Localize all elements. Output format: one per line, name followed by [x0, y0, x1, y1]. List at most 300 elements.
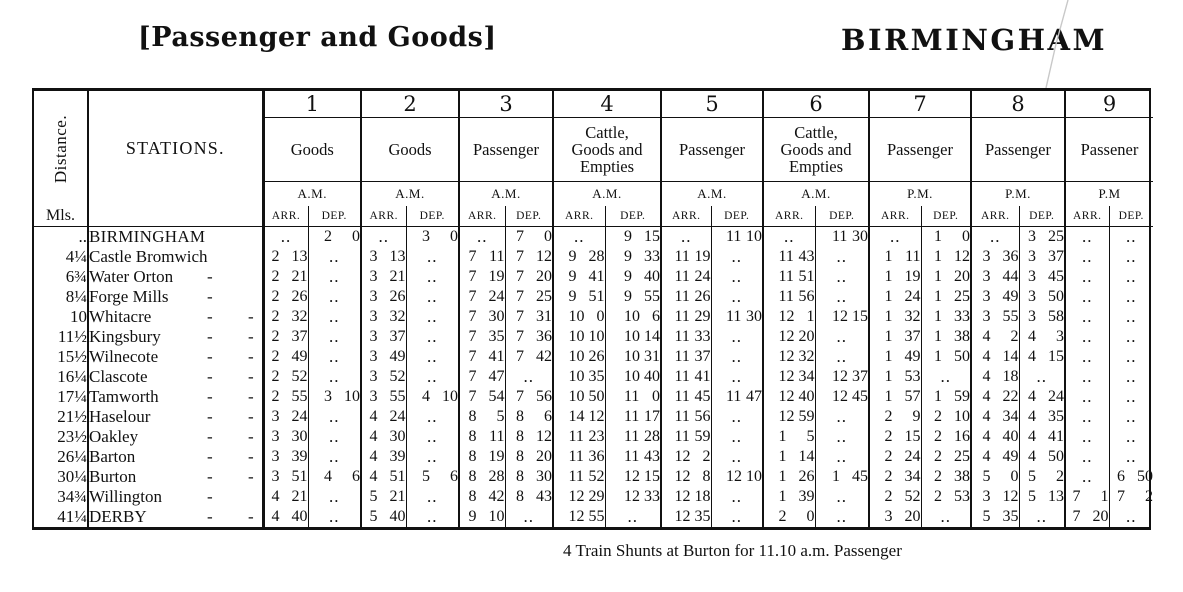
- departure-time-col2: [406, 407, 459, 427]
- station-leader-dash: -: [248, 407, 254, 426]
- arrival-time-col6: [763, 407, 815, 427]
- station-name-cell: [88, 487, 263, 507]
- train-number-3: 3: [459, 91, 553, 118]
- time-hour: 1: [778, 488, 787, 505]
- time-hour: 2: [271, 388, 280, 405]
- time-hour: 4: [982, 348, 991, 365]
- departure-time-col3: [505, 227, 553, 248]
- time-minute: 31: [536, 308, 552, 325]
- meridiem-5: A.M.: [661, 182, 763, 207]
- time-minute: 50: [588, 388, 605, 405]
- dep-header-9: DEP.: [1109, 206, 1153, 227]
- no-stop-mark: ..: [731, 347, 742, 366]
- time-minute: 32: [798, 348, 815, 365]
- time-minute: 20: [798, 328, 815, 345]
- time-hour: 3: [982, 268, 991, 285]
- no-stop-mark: ..: [836, 447, 847, 466]
- time-minute: 52: [291, 368, 308, 385]
- time-hour: 3: [884, 508, 893, 525]
- arrival-time-col4: [553, 507, 605, 527]
- time-hour: 1: [884, 368, 893, 385]
- station-leader-dash: -: [207, 327, 213, 346]
- station-label: Barton: [89, 447, 136, 466]
- time-minute: 33: [954, 308, 970, 325]
- time-hour: 11: [726, 228, 742, 245]
- time-minute: 50: [1048, 448, 1064, 465]
- time-minute: 33: [644, 248, 660, 265]
- arrival-time-col7: [869, 387, 921, 407]
- distance-cell: 8¼: [34, 287, 88, 307]
- departure-time-col6: [815, 287, 869, 307]
- time-minute: 16: [954, 428, 970, 445]
- time-minute: 25: [954, 448, 970, 465]
- time-minute: 49: [904, 348, 921, 365]
- meridiem-1: A.M.: [263, 182, 361, 207]
- arrival-time-col3: [459, 267, 505, 287]
- distance-cell: 15½: [34, 347, 88, 367]
- time-minute: 28: [488, 468, 505, 485]
- time-minute: 50: [1137, 468, 1153, 485]
- departure-time-col2: [406, 487, 459, 507]
- departure-time-col4: [605, 327, 661, 347]
- arrival-time-col1: [263, 367, 308, 387]
- time-hour: 1: [934, 288, 942, 305]
- time-minute: 15: [852, 308, 868, 325]
- station-name-cell: [88, 447, 263, 467]
- time-hour: 2: [271, 248, 280, 265]
- time-minute: 55: [588, 508, 605, 525]
- time-minute: 54: [488, 388, 505, 405]
- time-minute: 15: [644, 468, 660, 485]
- departure-time-col7: [921, 367, 971, 387]
- time-hour: 4: [982, 388, 991, 405]
- departure-time-col6: [815, 347, 869, 367]
- time-hour: 1: [884, 288, 893, 305]
- distance-cell: 21½: [34, 407, 88, 427]
- arrival-time-col5: [661, 307, 711, 327]
- station-leader-dash: -: [248, 327, 254, 346]
- arrival-time-col3: [459, 287, 505, 307]
- departure-time-col5: [711, 307, 763, 327]
- time-hour: 2: [934, 468, 942, 485]
- departure-time-col3: [505, 407, 553, 427]
- arrival-time-col6: [763, 247, 815, 267]
- time-minute: 34: [904, 468, 921, 485]
- time-hour: 12: [568, 488, 585, 505]
- time-minute: 45: [694, 388, 711, 405]
- time-minute: 26: [588, 348, 605, 365]
- station-name-cell: [88, 367, 263, 387]
- dep-header-4: DEP.: [605, 206, 661, 227]
- arrival-time-col2: [361, 347, 406, 367]
- time-hour: 3: [369, 348, 378, 365]
- time-minute: 20: [954, 268, 970, 285]
- time-minute: 35: [1002, 508, 1019, 525]
- timetable-sheet: [32, 88, 1151, 530]
- departure-time-col6: [815, 307, 869, 327]
- arrival-time-col4: [553, 467, 605, 487]
- time-hour: 2: [934, 428, 942, 445]
- time-hour: 11: [624, 408, 640, 425]
- time-minute: 10: [344, 388, 360, 405]
- arrival-time-col4: [553, 227, 605, 248]
- no-stop-mark: ..: [1082, 227, 1093, 246]
- time-minute: 30: [389, 428, 406, 445]
- time-hour: 3: [324, 388, 332, 405]
- time-minute: 32: [389, 308, 406, 325]
- no-stop-mark: ..: [890, 227, 901, 246]
- station-name-cell: [88, 407, 263, 427]
- departure-time-col8: [1019, 307, 1065, 327]
- time-hour: 11: [624, 388, 640, 405]
- no-stop-mark: ..: [1082, 267, 1093, 286]
- time-minute: 24: [694, 268, 711, 285]
- arrival-time-col5: [661, 447, 711, 467]
- time-hour: 10: [624, 328, 640, 345]
- departure-time-col7: [921, 327, 971, 347]
- time-hour: 5: [982, 508, 991, 525]
- time-minute: 37: [1048, 248, 1064, 265]
- arrival-time-col7: [869, 347, 921, 367]
- time-minute: 15: [644, 228, 660, 245]
- departure-time-col4: [605, 347, 661, 367]
- departure-time-col9: [1109, 407, 1153, 427]
- time-hour: 7: [468, 348, 477, 365]
- time-hour: 11: [726, 308, 742, 325]
- train-number-2: 2: [361, 91, 459, 118]
- meridiem-4: A.M.: [553, 182, 661, 207]
- no-stop-mark: ..: [731, 447, 742, 466]
- distance-unit-label: Mls.: [34, 206, 88, 227]
- dep-header-2: DEP.: [406, 206, 459, 227]
- no-stop-mark: ..: [1126, 227, 1137, 246]
- departure-time-col1: [308, 267, 361, 287]
- arrival-time-col6: [763, 387, 815, 407]
- arrival-time-col1: [263, 307, 308, 327]
- arrival-time-col6: [763, 287, 815, 307]
- time-minute: 12: [536, 248, 552, 265]
- departure-time-col2: [406, 267, 459, 287]
- arrival-time-col5: [661, 407, 711, 427]
- no-stop-mark: ..: [574, 227, 585, 246]
- time-hour: 2: [884, 408, 893, 425]
- time-hour: 7: [516, 228, 524, 245]
- departure-time-col8: [1019, 247, 1065, 267]
- time-minute: 30: [488, 308, 505, 325]
- no-stop-mark: ..: [1126, 407, 1137, 426]
- time-minute: 0: [1010, 468, 1019, 485]
- time-hour: 4: [982, 428, 991, 445]
- departure-time-col2: [406, 387, 459, 407]
- no-stop-mark: ..: [1082, 327, 1093, 346]
- station-name-cell: [88, 387, 263, 407]
- distance-cell: 11½: [34, 327, 88, 347]
- departure-time-col7: [921, 427, 971, 447]
- arr-header-4: ARR.: [553, 206, 605, 227]
- no-stop-mark: ..: [1082, 407, 1093, 426]
- departure-time-col4: [605, 307, 661, 327]
- dep-header-8: DEP.: [1019, 206, 1065, 227]
- time-hour: 2: [778, 508, 787, 525]
- time-minute: 43: [644, 448, 660, 465]
- time-minute: 41: [588, 268, 605, 285]
- time-minute: 19: [488, 268, 505, 285]
- arrival-time-col3: [459, 507, 505, 527]
- arrival-time-col2: [361, 447, 406, 467]
- departure-time-col3: [505, 387, 553, 407]
- time-hour: 5: [369, 508, 378, 525]
- time-minute: 22: [1002, 388, 1019, 405]
- arrival-time-col8: [971, 507, 1019, 527]
- departure-time-col7: [921, 247, 971, 267]
- time-hour: 7: [516, 308, 524, 325]
- table-row: [34, 307, 1153, 327]
- departure-time-col9: [1109, 447, 1153, 467]
- arrival-time-col3: [459, 467, 505, 487]
- arrival-time-col6: [763, 227, 815, 248]
- departure-time-col2: [406, 227, 459, 248]
- time-hour: 7: [468, 388, 477, 405]
- time-minute: 37: [852, 368, 868, 385]
- time-hour: 10: [568, 308, 585, 325]
- station-leader-dash: -: [207, 367, 213, 386]
- arrival-time-col1: [263, 427, 308, 447]
- time-hour: 8: [468, 428, 477, 445]
- time-hour: 4: [1028, 328, 1036, 345]
- arrival-time-col7: [869, 487, 921, 507]
- time-hour: 1: [934, 248, 942, 265]
- time-hour: 7: [516, 348, 524, 365]
- time-minute: 12: [1002, 488, 1019, 505]
- time-hour: 3: [1028, 248, 1036, 265]
- table-row: [34, 487, 1153, 507]
- time-minute: 13: [389, 248, 406, 265]
- time-minute: 57: [904, 388, 921, 405]
- arrival-time-col6: [763, 347, 815, 367]
- no-stop-mark: ..: [1082, 307, 1093, 326]
- time-hour: 9: [468, 508, 477, 525]
- time-minute: 20: [904, 508, 921, 525]
- time-hour: 1: [934, 348, 942, 365]
- departure-time-col3: [505, 507, 553, 527]
- station-label: Wilnecote: [89, 347, 159, 366]
- departure-time-col2: [406, 247, 459, 267]
- arr-header-7: ARR.: [869, 206, 921, 227]
- departure-time-col5: [711, 407, 763, 427]
- no-stop-mark: ..: [427, 327, 438, 346]
- time-minute: 37: [694, 348, 711, 365]
- departure-time-col8: [1019, 287, 1065, 307]
- departure-time-col1: [308, 447, 361, 467]
- service-type-6: Cattle, Goods and Empties: [763, 118, 869, 182]
- departure-time-col5: [711, 287, 763, 307]
- departure-time-col5: [711, 467, 763, 487]
- arrival-time-col2: [361, 227, 406, 248]
- time-hour: 3: [369, 288, 378, 305]
- time-minute: 40: [389, 508, 406, 525]
- time-hour: 11: [674, 288, 690, 305]
- arrival-time-col7: [869, 287, 921, 307]
- time-minute: 36: [588, 448, 605, 465]
- departure-time-col3: [505, 347, 553, 367]
- time-hour: 4: [1028, 388, 1036, 405]
- no-stop-mark: ..: [836, 247, 847, 266]
- time-minute: 33: [644, 488, 660, 505]
- timetable-head: [34, 91, 1153, 227]
- no-stop-mark: ..: [731, 287, 742, 306]
- station-label: Castle Bromwich: [89, 247, 208, 266]
- time-hour: 4: [271, 488, 280, 505]
- departure-time-col7: [921, 487, 971, 507]
- time-hour: 12: [778, 328, 795, 345]
- time-minute: 11: [489, 248, 505, 265]
- no-stop-mark: ..: [836, 327, 847, 346]
- time-minute: 53: [904, 368, 921, 385]
- no-stop-mark: ..: [329, 347, 340, 366]
- departure-time-col1: [308, 227, 361, 248]
- arrival-time-col3: [459, 387, 505, 407]
- no-stop-mark: ..: [1036, 367, 1047, 386]
- time-hour: 14: [568, 408, 585, 425]
- no-stop-mark: ..: [329, 507, 340, 526]
- time-minute: 19: [488, 448, 505, 465]
- meridiem-8: P.M.: [971, 182, 1065, 207]
- time-minute: 51: [291, 468, 308, 485]
- time-hour: 4: [369, 468, 378, 485]
- arrival-time-col9: [1065, 307, 1109, 327]
- service-type-4: Cattle, Goods and Empties: [553, 118, 661, 182]
- departure-time-col2: [406, 307, 459, 327]
- no-stop-mark: ..: [1082, 467, 1093, 486]
- departure-time-col4: [605, 267, 661, 287]
- arrival-time-col1: [263, 267, 308, 287]
- time-hour: 9: [568, 268, 577, 285]
- time-minute: 35: [694, 508, 711, 525]
- time-hour: 9: [568, 248, 577, 265]
- departure-time-col8: [1019, 367, 1065, 387]
- service-type-2: Goods: [361, 118, 459, 182]
- time-minute: 38: [954, 468, 970, 485]
- no-stop-mark: ..: [731, 267, 742, 286]
- time-minute: 9: [912, 408, 921, 425]
- station-label: Tamworth: [89, 387, 159, 406]
- time-hour: 2: [271, 288, 280, 305]
- no-stop-mark: ..: [1126, 427, 1137, 446]
- arrival-time-col1: [263, 327, 308, 347]
- time-minute: 58: [1048, 308, 1064, 325]
- departure-time-col1: [308, 467, 361, 487]
- time-minute: 10: [488, 508, 505, 525]
- time-minute: 40: [291, 508, 308, 525]
- timetable: [34, 91, 1153, 527]
- station-leader-dash: -: [248, 307, 254, 326]
- time-minute: 30: [536, 468, 552, 485]
- arrival-time-col7: [869, 507, 921, 527]
- arrival-time-col1: [263, 387, 308, 407]
- time-hour: 12: [832, 388, 848, 405]
- time-minute: 21: [291, 488, 308, 505]
- time-hour: 11: [568, 448, 584, 465]
- time-hour: 1: [934, 308, 942, 325]
- departure-time-col6: [815, 407, 869, 427]
- time-hour: 3: [369, 308, 378, 325]
- no-stop-mark: ..: [329, 247, 340, 266]
- footnote: 4 Train Shunts at Burton for 11.10 a.m. Passenger: [563, 541, 902, 560]
- time-hour: 11: [778, 288, 794, 305]
- table-row: [34, 287, 1153, 307]
- time-hour: 8: [468, 468, 477, 485]
- departure-time-col8: [1019, 467, 1065, 487]
- meridiem-9: P.M: [1098, 186, 1121, 201]
- time-minute: 30: [852, 228, 868, 245]
- no-stop-mark: ..: [731, 247, 742, 266]
- time-hour: 8: [468, 488, 477, 505]
- time-minute: 40: [798, 388, 815, 405]
- time-hour: 4: [369, 428, 378, 445]
- arrival-time-col2: [361, 327, 406, 347]
- time-hour: 2: [884, 428, 893, 445]
- arrival-time-col7: [869, 427, 921, 447]
- no-stop-mark: ..: [427, 247, 438, 266]
- time-minute: 11: [905, 248, 921, 265]
- train-number-1: 1: [263, 91, 361, 118]
- meridiem-7: P.M.: [869, 182, 971, 207]
- no-stop-mark: ..: [427, 447, 438, 466]
- arrival-time-col4: [553, 447, 605, 467]
- time-minute: 26: [389, 288, 406, 305]
- time-hour: 4: [1028, 408, 1036, 425]
- station-leader-dash: -: [207, 467, 213, 486]
- departure-time-col9: [1109, 507, 1153, 527]
- time-hour: 8: [516, 468, 524, 485]
- time-minute: 14: [644, 328, 660, 345]
- time-hour: 12: [674, 488, 691, 505]
- time-minute: 21: [291, 268, 308, 285]
- station-leader-dash: -: [207, 507, 213, 526]
- time-minute: 55: [644, 288, 660, 305]
- service-type-9: Passener: [1065, 118, 1153, 182]
- arrival-time-col3: [459, 307, 505, 327]
- service-type-1: Goods: [263, 118, 361, 182]
- time-minute: 41: [488, 348, 505, 365]
- time-hour: 4: [422, 388, 430, 405]
- departure-time-col8: [1019, 227, 1065, 248]
- time-minute: 51: [389, 468, 406, 485]
- arrival-time-col4: [553, 307, 605, 327]
- arrival-time-col8: [971, 407, 1019, 427]
- time-minute: 51: [588, 288, 605, 305]
- departure-time-col5: [711, 507, 763, 527]
- time-hour: 7: [516, 328, 524, 345]
- time-hour: 12: [624, 468, 640, 485]
- time-minute: 43: [536, 488, 552, 505]
- time-hour: 7: [516, 268, 524, 285]
- departure-time-col4: [605, 487, 661, 507]
- time-minute: 43: [798, 248, 815, 265]
- departure-time-col6: [815, 327, 869, 347]
- station-name-cell: [88, 287, 263, 307]
- dep-header-3: DEP.: [505, 206, 553, 227]
- arrival-time-col2: [361, 407, 406, 427]
- no-stop-mark: ..: [1082, 347, 1093, 366]
- departure-time-col1: [308, 487, 361, 507]
- time-hour: 7: [1072, 508, 1081, 525]
- dep-header-7: DEP.: [921, 206, 971, 227]
- time-minute: 2: [1145, 488, 1153, 505]
- time-minute: 29: [694, 308, 711, 325]
- time-hour: 3: [982, 488, 991, 505]
- time-hour: 11: [624, 428, 640, 445]
